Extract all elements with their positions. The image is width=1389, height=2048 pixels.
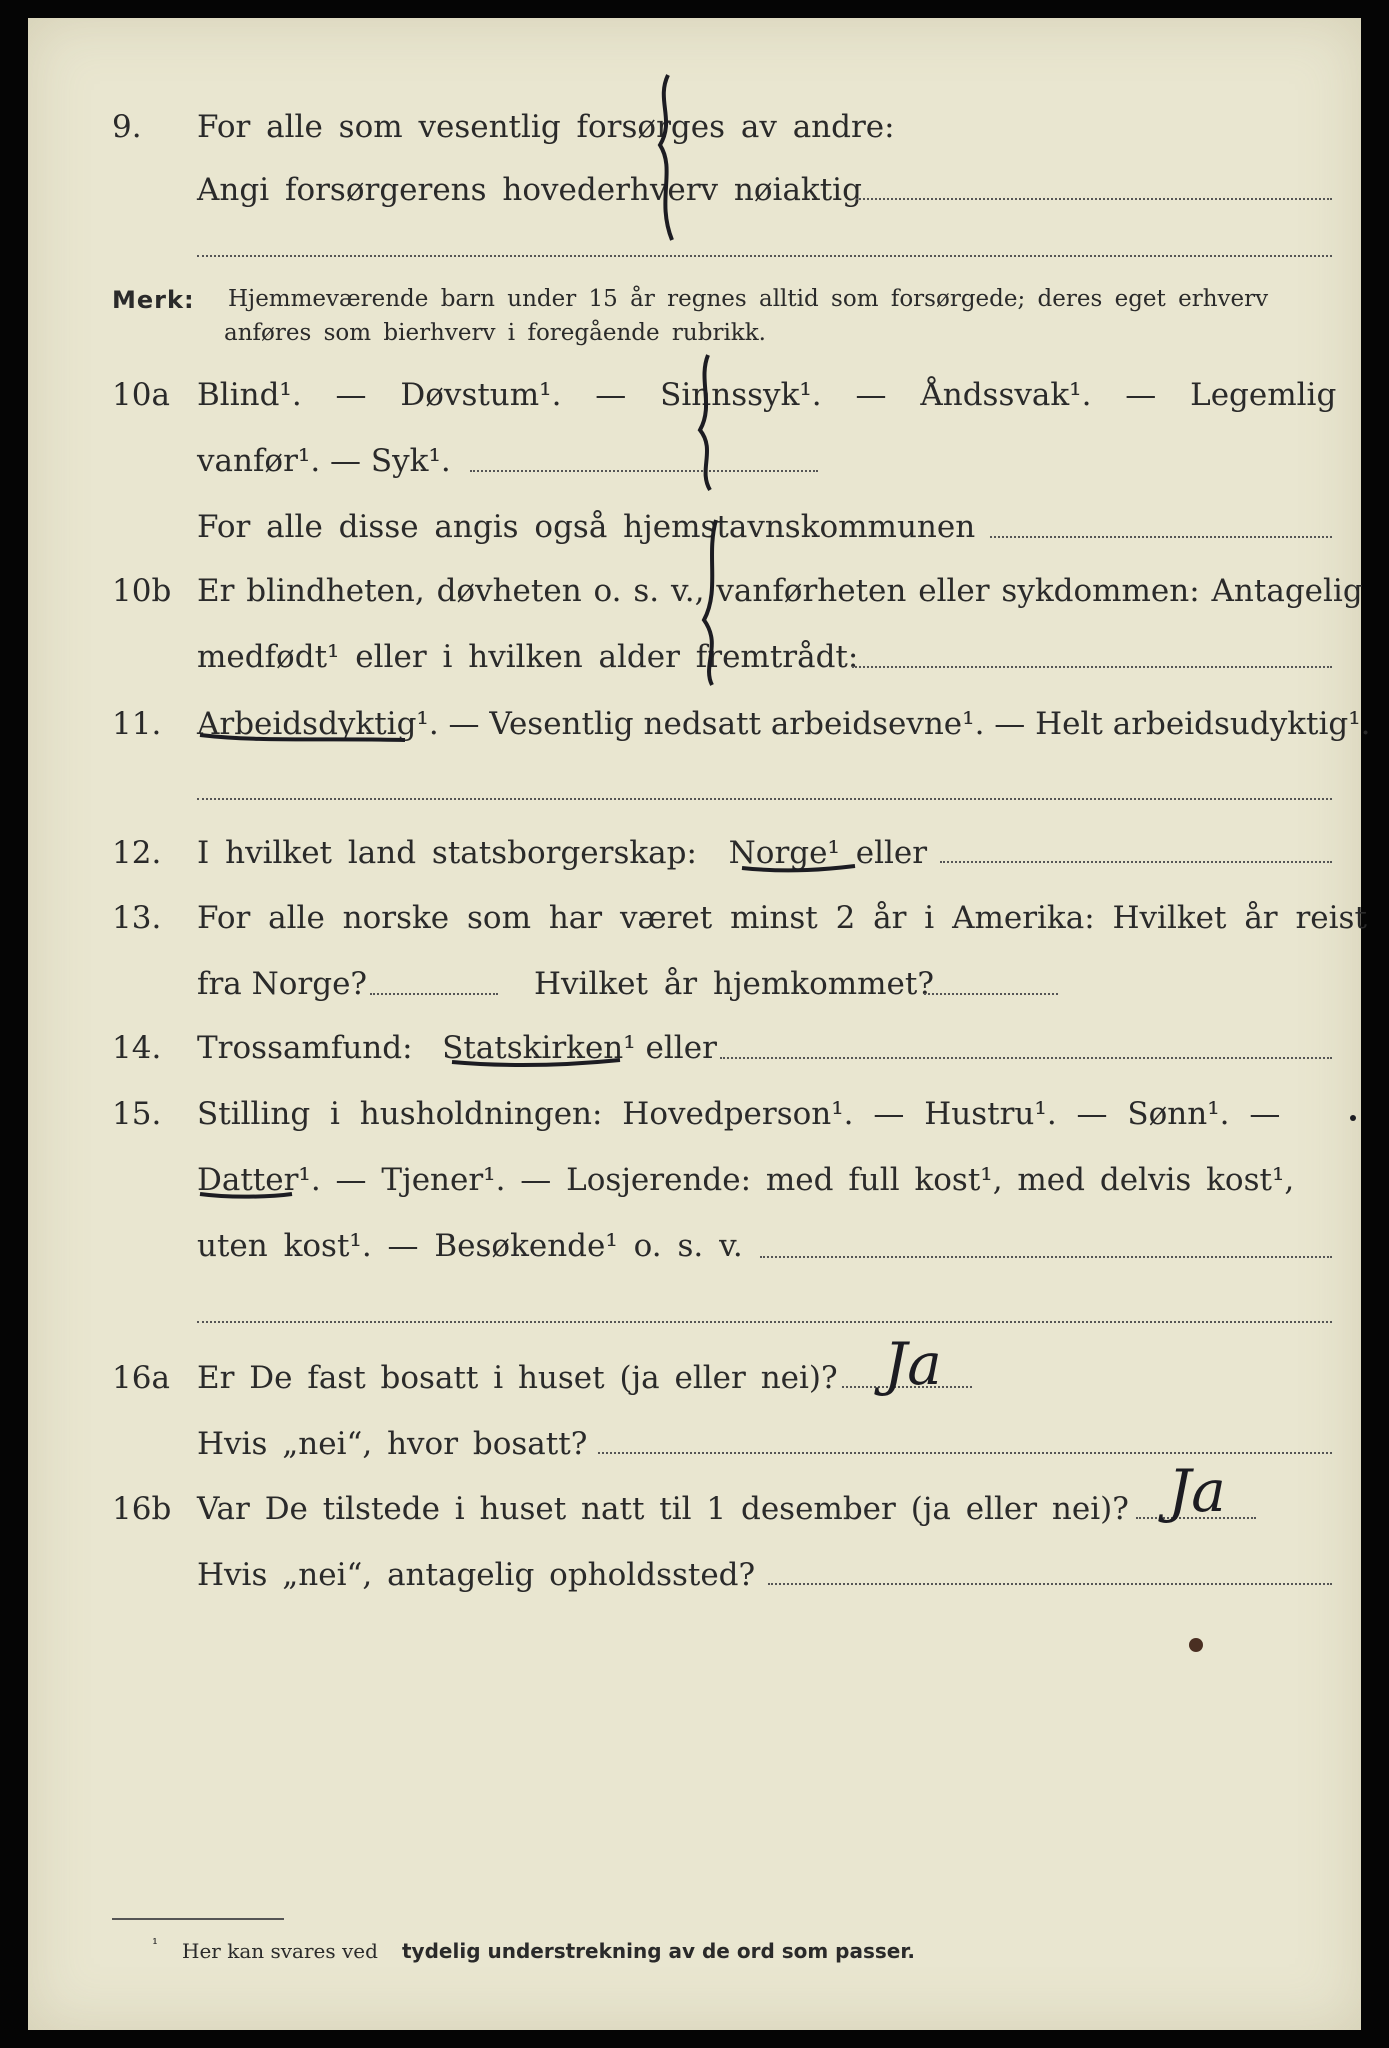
q16a-line2: Hvis „nei“, hvor bosatt?: [197, 1426, 588, 1462]
q16b-number: 16b: [112, 1491, 172, 1527]
q16b-line1: Var De tilstede i huset natt til 1 desember (ja eller nei)?: [197, 1491, 1129, 1527]
q13-line1: For alle norske som har været minst 2 år i Amerika: Hvilket år reist: [197, 900, 1367, 936]
q9-line1: For alle som vesentlig forsørges av andre:: [197, 109, 895, 145]
q12-option-norge[interactable]: Norge: [728, 835, 828, 871]
q10b-line2: medfødt¹ eller i hvilken alder fremtrådt:: [197, 639, 859, 675]
q11-number: 11.: [112, 706, 162, 742]
brace-mark-q10b: [704, 520, 716, 685]
q13-line2a: fra Norge?: [197, 966, 368, 1002]
q12-prefix: I hvilket land statsborgerskap:: [197, 835, 697, 871]
footnote-text-b: tydelig understrekning av de ord som passer.: [402, 1939, 915, 1963]
footnote-text-a: Her kan svares ved: [182, 1939, 378, 1963]
q14-number: 14.: [112, 1030, 162, 1066]
q13-number: 13.: [112, 900, 162, 936]
q12-suffix: ¹ eller: [827, 835, 928, 871]
underline-arbeidsdyktig: [200, 735, 405, 740]
q15-number: 15.: [112, 1096, 162, 1132]
q16b-handwritten-answer[interactable]: Ja: [1168, 1457, 1226, 1525]
q10a-line3: For alle disse angis også hjemstavnskommunen: [197, 509, 976, 545]
q15-line1: Stilling i husholdningen: Hovedperson¹. — Hustru¹. — Sønn¹. —: [197, 1096, 1281, 1132]
q10b-number: 10b: [112, 573, 172, 609]
q14-prefix: Trossamfund:: [197, 1030, 413, 1066]
merk-line1: Hjemmeværende barn under 15 år regnes alltid som forsørgede; deres eget erhverv: [228, 286, 1269, 312]
footnote-mark: ¹: [152, 1935, 159, 1953]
q9-line2: Angi forsørgerens hovederhverv nøiaktig: [197, 172, 862, 208]
q14-option-statskirken[interactable]: Statskirken: [442, 1030, 624, 1066]
brace-mark-q10a: [700, 355, 710, 490]
q10a-line2: vanfør¹. — Syk¹.: [197, 443, 451, 479]
q13-line2b: Hvilket år hjemkommet?: [534, 966, 934, 1002]
q16a-number: 16a: [112, 1360, 170, 1396]
q10a-number: 10a: [112, 377, 170, 413]
q15-line2-rest: ¹. — Tjener¹. — Losjerende: med full kost¹, med delvis kost¹,: [298, 1162, 1295, 1198]
q10b-line1: Er blindheten, døvheten o. s. v., vanførheten eller sykdommen: Antagelig: [197, 573, 1363, 609]
q16a-handwritten-answer[interactable]: Ja: [884, 1330, 942, 1398]
q16a-line1: Er De fast bosatt i huset (ja eller nei)?: [197, 1360, 838, 1396]
q15-option-datter[interactable]: Datter: [197, 1162, 299, 1198]
merk-label: Merk:: [112, 286, 195, 314]
q12-number: 12.: [112, 835, 162, 871]
underline-datter: [200, 1194, 292, 1197]
q11-rest: ¹. — Vesentlig nedsatt arbeidsevne¹. — Helt arbeidsudyktig¹.: [416, 706, 1371, 742]
underline-norge: [742, 866, 855, 870]
q11-option-arbeidsdyktig[interactable]: Arbeidsdyktig: [197, 706, 417, 742]
q16b-line2: Hvis „nei“, antagelig opholdssted?: [197, 1557, 756, 1593]
q14-suffix: ¹ eller: [623, 1030, 717, 1066]
brace-mark-q9: [660, 75, 672, 240]
q15-line3: uten kost¹. — Besøkende¹ o. s. v.: [197, 1228, 743, 1264]
ink-dot-right: [1350, 1115, 1356, 1121]
q10a-line1: Blind¹. — Døvstum¹. — Sinnssyk¹. — Åndssvak¹. — Legemlig: [197, 377, 1337, 413]
ink-dot: [1189, 1638, 1203, 1652]
merk-line2: anføres som bierhverv i foregående rubrikk.: [224, 320, 766, 346]
underline-statskirken: [452, 1060, 620, 1065]
q9-number: 9.: [112, 109, 142, 145]
